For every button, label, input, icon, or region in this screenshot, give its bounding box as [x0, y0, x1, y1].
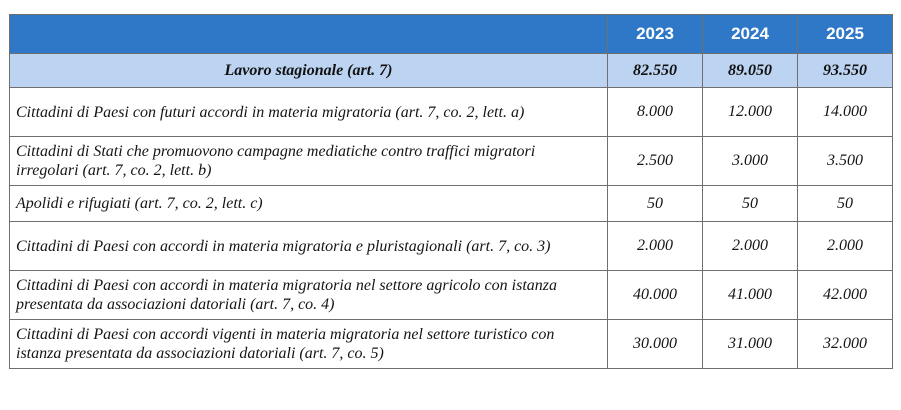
row-label: Cittadini di Paesi con accordi vigenti in materia migratoria nel settore turistico con istanza presentata da associazioni datoriali (art. 7, co. 5)	[10, 320, 608, 369]
row-value-2023: 2.000	[608, 222, 703, 271]
quota-table	[9, 14, 893, 369]
table-row	[10, 186, 893, 222]
header-year-2023: 2023	[608, 15, 703, 54]
summary-value-2024: 89.050	[703, 54, 798, 88]
row-value-2023: 40.000	[608, 271, 703, 320]
row-value-2025: 32.000	[798, 320, 893, 369]
row-label: Cittadini di Paesi con accordi in materia migratoria nel settore agricolo con istanza presentata da associazioni datoriali (art. 7, co. 4)	[10, 271, 608, 320]
row-value-2023: 8.000	[608, 88, 703, 137]
header-year-2024: 2024	[703, 15, 798, 54]
row-value-2024: 2.000	[703, 222, 798, 271]
table-row	[10, 320, 893, 369]
row-label: Cittadini di Paesi con accordi in materia migratoria e pluristagionali (art. 7, co. 3)	[10, 222, 608, 271]
row-value-2023: 50	[608, 186, 703, 222]
header-row	[10, 15, 893, 54]
row-value-2025: 50	[798, 186, 893, 222]
row-value-2024: 31.000	[703, 320, 798, 369]
row-value-2024: 41.000	[703, 271, 798, 320]
summary-value-2023: 82.550	[608, 54, 703, 88]
header-year-2025: 2025	[798, 15, 893, 54]
table-row	[10, 222, 893, 271]
table-row	[10, 271, 893, 320]
quota-table-container	[9, 14, 892, 369]
summary-row	[10, 54, 893, 88]
row-value-2023: 30.000	[608, 320, 703, 369]
row-value-2025: 42.000	[798, 271, 893, 320]
row-value-2024: 12.000	[703, 88, 798, 137]
row-value-2025: 14.000	[798, 88, 893, 137]
row-value-2024: 50	[703, 186, 798, 222]
row-value-2024: 3.000	[703, 137, 798, 186]
summary-value-2025: 93.550	[798, 54, 893, 88]
row-label: Apolidi e rifugiati (art. 7, co. 2, lett. c)	[10, 186, 608, 222]
row-value-2023: 2.500	[608, 137, 703, 186]
table-row	[10, 88, 893, 137]
row-value-2025: 3.500	[798, 137, 893, 186]
table-row	[10, 137, 893, 186]
row-value-2025: 2.000	[798, 222, 893, 271]
row-label: Cittadini di Stati che promuovono campagne mediatiche contro traffici migratori irregolari (art. 7, co. 2, lett. b)	[10, 137, 608, 186]
row-label: Cittadini di Paesi con futuri accordi in materia migratoria (art. 7, co. 2, lett. a)	[10, 88, 608, 137]
summary-label: Lavoro stagionale (art. 7)	[10, 54, 608, 88]
header-empty-cell	[10, 15, 608, 54]
